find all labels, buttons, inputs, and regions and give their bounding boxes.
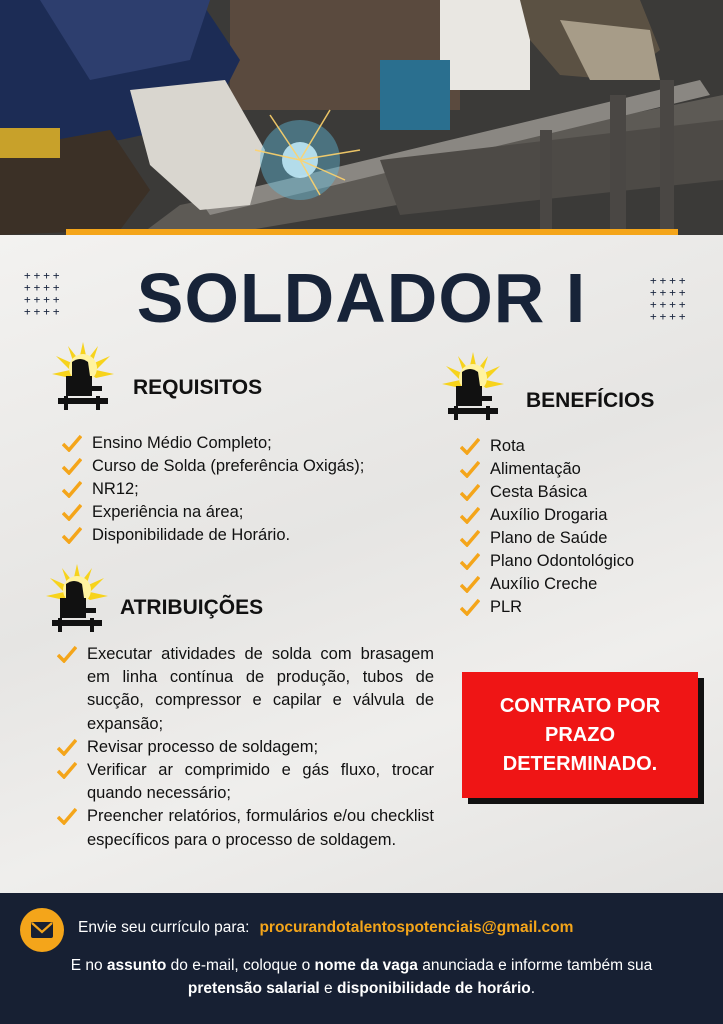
check-icon xyxy=(57,645,77,663)
list-item: Plano Odontológico xyxy=(460,550,710,573)
check-icon xyxy=(460,460,480,478)
list-item: Ensino Médio Completo; xyxy=(62,432,422,455)
dots-decoration-left: ++++ ++++ ++++ ++++ xyxy=(24,269,63,318)
list-item: Auxílio Creche xyxy=(460,573,710,596)
list-item: Rota xyxy=(460,435,710,458)
check-icon xyxy=(62,526,82,544)
list-item: PLR xyxy=(460,596,710,619)
list-item: Experiência na área; xyxy=(62,501,422,524)
check-icon xyxy=(62,457,82,475)
footer-send-line xyxy=(78,919,573,937)
email-link[interactable]: procurandotalentospotenciais@gmail.com xyxy=(259,919,574,936)
check-icon xyxy=(460,598,480,616)
list-item: Verificar ar comprimido e gás fluxo, trocar quando necessário; xyxy=(57,759,434,805)
check-icon xyxy=(460,437,480,455)
send-label: Envie seu currículo para: xyxy=(78,919,250,936)
list-item: Disponibilidade de Horário. xyxy=(62,524,422,547)
check-icon xyxy=(57,738,77,756)
contract-badge xyxy=(462,672,698,798)
contract-line-1: CONTRATO POR xyxy=(499,694,661,717)
check-icon xyxy=(460,483,480,501)
list-item: NR12; xyxy=(62,478,422,501)
check-icon xyxy=(460,529,480,547)
contract-line-3: DETERMINADO. xyxy=(502,752,658,775)
list-item: Curso de Solda (preferência Oxigás); xyxy=(62,455,422,478)
requisitos-heading: REQUISITOS xyxy=(133,376,263,399)
check-icon xyxy=(460,506,480,524)
atribuicoes-list xyxy=(57,643,434,852)
check-icon xyxy=(62,503,82,521)
dots-decoration-right: ++++ ++++ ++++ ++++ xyxy=(650,274,689,323)
check-icon xyxy=(460,575,480,593)
welder-icon xyxy=(46,562,108,634)
check-icon xyxy=(57,807,77,825)
list-item: Alimentação xyxy=(460,458,710,481)
check-icon xyxy=(62,480,82,498)
contract-line-2: PRAZO xyxy=(545,723,615,746)
requisitos-list xyxy=(62,432,422,547)
list-item: Executar atividades de solda com brasagem em linha contínua de produção, tubos de sucção, compressor e capilar e válvula de expansão; xyxy=(57,643,434,736)
footer-note: E no assunto do e-mail, coloque o nome da vaga anunciada e informe também sua pretensão salarial e disponibilidade de horário. xyxy=(70,957,653,997)
atribuicoes-heading: ATRIBUIÇÕES xyxy=(120,596,264,619)
check-icon xyxy=(62,434,82,452)
check-icon xyxy=(57,761,77,779)
list-item: Auxílio Drogaria xyxy=(460,504,710,527)
beneficios-heading: BENEFÍCIOS xyxy=(526,389,655,412)
page-title: SOLDADOR I xyxy=(136,259,587,337)
beneficios-list xyxy=(460,435,710,619)
hero-photo xyxy=(0,0,723,235)
list-item: Plano de Saúde xyxy=(460,527,710,550)
mail-icon xyxy=(20,908,64,952)
list-item: Preencher relatórios, formulários e/ou checklist específicos para o processo de soldagem. xyxy=(57,805,434,851)
list-item: Cesta Básica xyxy=(460,481,710,504)
welder-icon xyxy=(442,350,504,422)
check-icon xyxy=(460,552,480,570)
list-item: Revisar processo de soldagem; xyxy=(57,736,434,759)
welder-icon xyxy=(52,340,114,412)
